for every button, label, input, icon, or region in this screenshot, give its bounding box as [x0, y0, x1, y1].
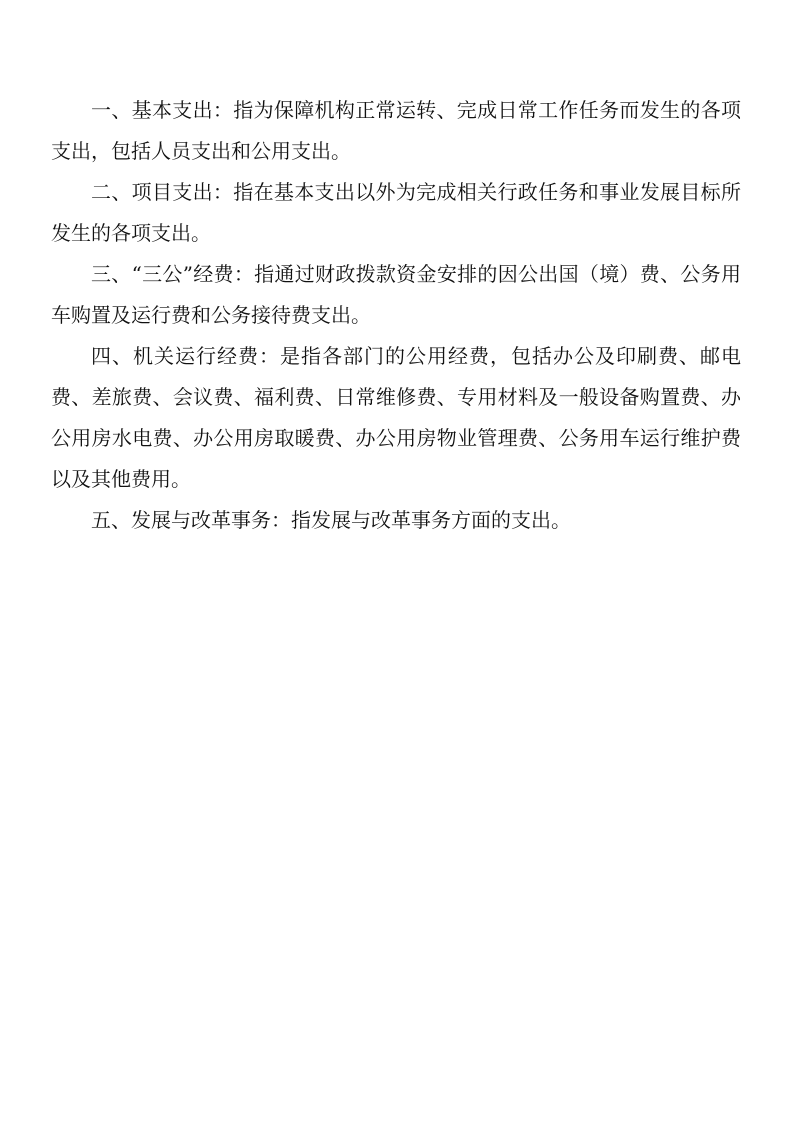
paragraph-three-public-funds: 三、“三公”经费：指通过财政拨款资金安排的因公出国（境）费、公务用车购置及运行费和公务接待费支出。: [51, 262, 741, 327]
document-body: [51, 90, 741, 541]
paragraph-agency-operating-funds: 四、机关运行经费：是指各部门的公用经费，包括办公及印刷费、邮电费、差旅费、会议费、福利费、日常维修费、专用材料及一般设备购置费、办公用房水电费、办公用房取暖费、办公用房物业管理费、公务用车运行维护费以及其他费用。: [51, 344, 741, 491]
paragraph-project-expenditure: 二、项目支出：指在基本支出以外为完成相关行政任务和事业发展目标所发生的各项支出。: [51, 180, 741, 245]
paragraph-development-reform-affairs: 五、发展与改革事务：指发展与改革事务方面的支出。: [91, 508, 571, 532]
paragraph-basic-expenditure: 一、基本支出：指为保障机构正常运转、完成日常工作任务而发生的各项支出，包括人员支出和公用支出。: [51, 98, 741, 163]
